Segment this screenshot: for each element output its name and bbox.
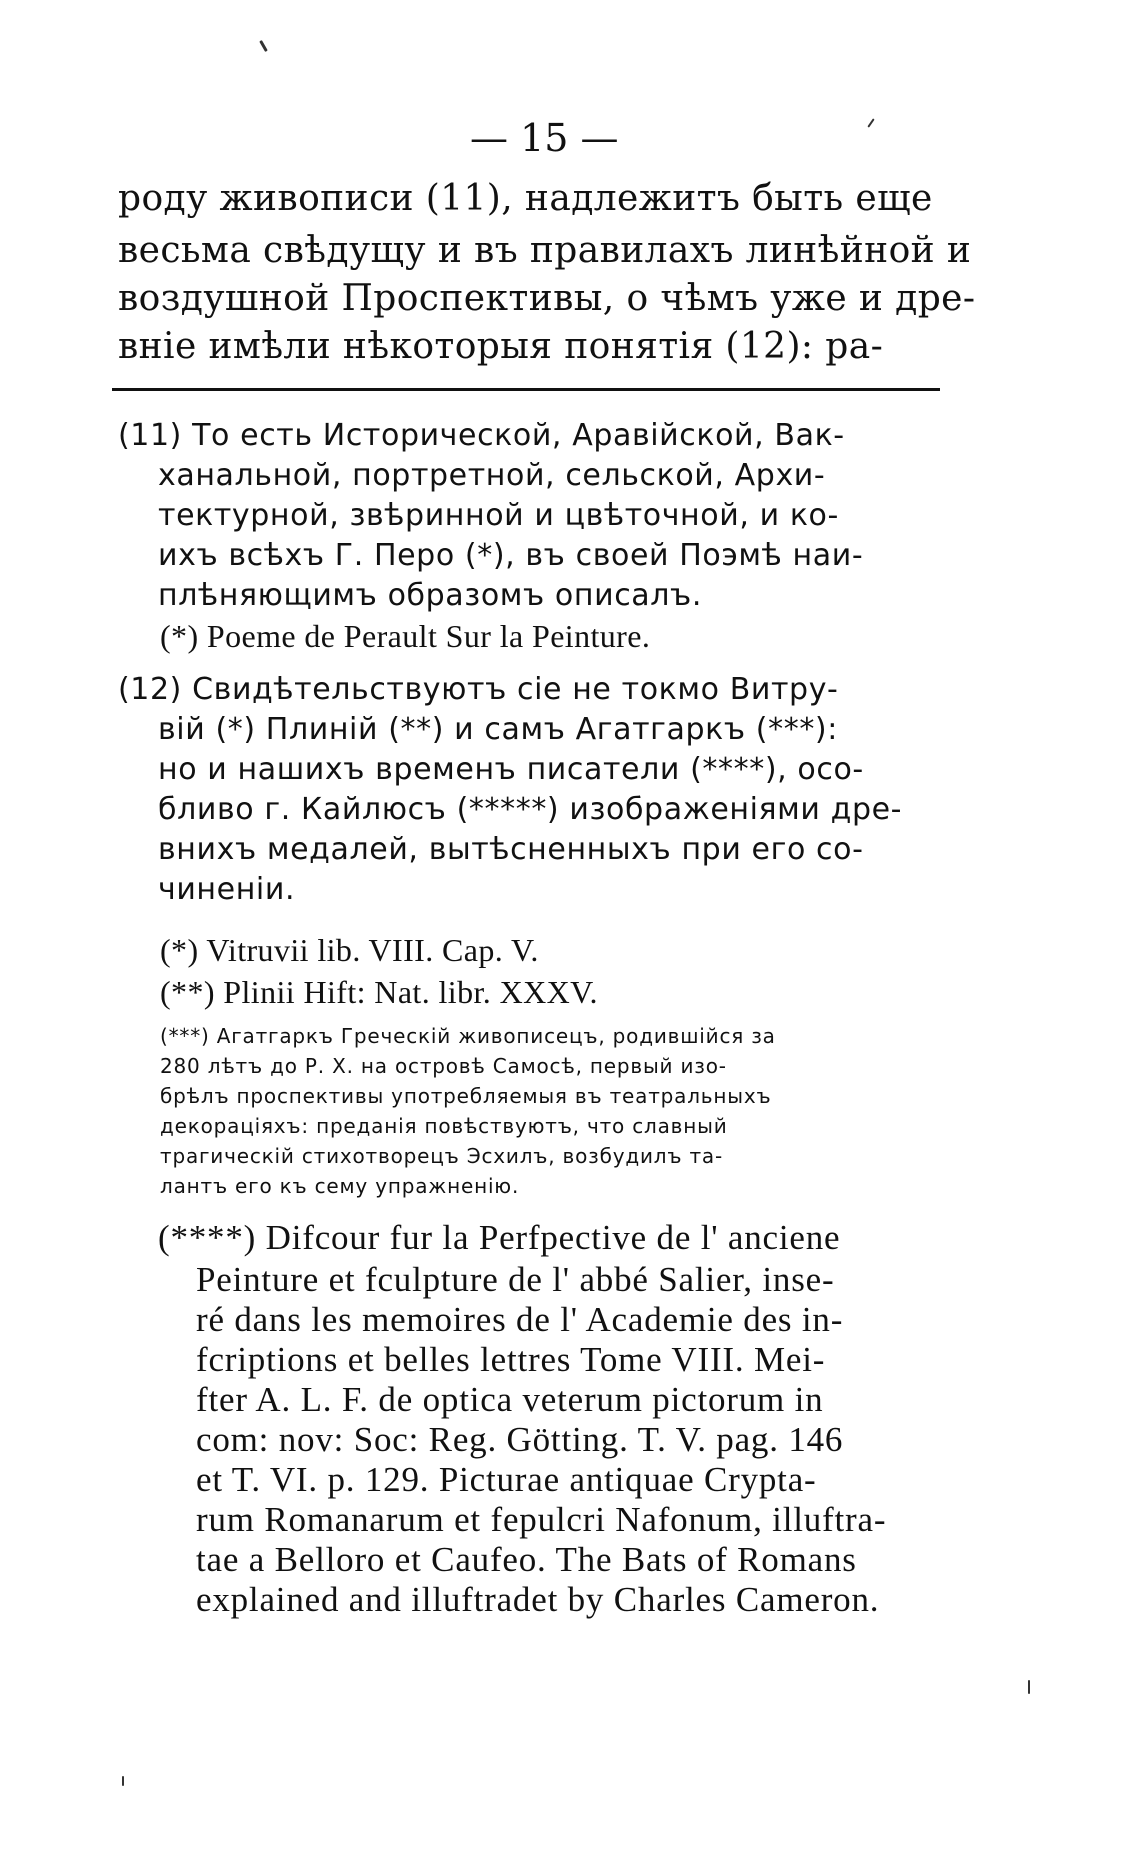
print-speck <box>259 40 268 52</box>
footnote-12-small-line: трагическій стихотворецъ Эсхилъ, возбудилъ та- <box>160 1144 723 1168</box>
footnote-12-latin-line: rum Romanarum et fepulcri Nafonum, illuftra- <box>196 1500 887 1539</box>
footnote-12-small-line: (***) Агатгаркъ Греческій живописецъ, родившійся за <box>160 1024 776 1048</box>
footnote-12-subnote: (*) Vitruvii lib. VIII. Cap. V. <box>160 932 539 968</box>
footnote-12-line: (12) Свидѣтельствуютъ сіе не токмо Витру- <box>118 672 839 707</box>
footnote-11-line: ихъ всѣхъ Г. Перо (*), въ своей Поэмѣ наи- <box>158 538 864 573</box>
print-speck <box>1028 1680 1030 1694</box>
footnote-12-latin-line: fter A. L. F. de optica veterum pictorum in <box>196 1380 824 1419</box>
page-number: — 15 — <box>470 116 619 160</box>
body-line: весьма свѣдущу и въ правилахъ линѣйной и <box>118 230 972 271</box>
footnote-12-latin-line: et T. VI. p. 129. Picturae antiquae Crypta- <box>196 1460 817 1499</box>
footnote-12-small-line: брѣлъ проспективы употребляемыя въ театральныхъ <box>160 1084 772 1108</box>
footnote-11-line: (11) То есть Исторической, Аравійской, Вак- <box>118 418 845 453</box>
footnote-12-small-line: декораціяхъ: преданія повѣствуютъ, что славный <box>160 1114 728 1138</box>
footnote-12-line: внихъ медалей, вытѣсненныхъ при его со- <box>158 832 864 867</box>
footnote-separator <box>112 388 940 391</box>
footnote-12-line: вій (*) Плиній (**) и самъ Агатгаркъ (***): <box>158 712 838 747</box>
body-line: вніе имѣли нѣкоторыя понятія (12): ра- <box>118 326 884 367</box>
footnote-11-line: ханальной, портретной, сельской, Архи- <box>158 458 826 493</box>
footnote-12-line: чиненіи. <box>158 872 296 907</box>
body-line: роду живописи (11), надлежитъ быть еще <box>118 178 933 219</box>
footnote-12-line: но и нашихъ временъ писатели (****), осо- <box>158 752 864 787</box>
footnote-12-subnote: (**) Plinii Hift: Nat. libr. XXXV. <box>160 974 598 1010</box>
footnote-12-latin-line: (****) Difcour fur la Perfpective de l' anciene <box>158 1218 841 1257</box>
footnote-12-latin-line: fcriptions et belles lettres Tome VIII. Mei- <box>196 1340 826 1379</box>
footnote-12-latin-line: ré dans les memoires de l' Academie des in- <box>196 1300 844 1339</box>
footnote-12-small-line: 280 лѣтъ до Р. Х. на островѣ Самосѣ, первый изо- <box>160 1054 727 1078</box>
footnote-12-latin-line: tae a Belloro et Caufeo. The Bats of Romans <box>196 1540 857 1579</box>
footnote-11-subnote: (*) Poeme de Perault Sur la Peinture. <box>160 618 651 654</box>
footnote-12-latin-line: com: nov: Soc: Reg. Götting. T. V. pag. 146 <box>196 1420 844 1459</box>
footnote-12-latin-line: explained and illuftradet by Charles Cameron. <box>196 1580 880 1619</box>
footnote-12-small-line: лантъ его къ сему упражненію. <box>160 1174 520 1198</box>
footnote-12-latin-line: Peinture et fculpture de l' abbé Salier, inse- <box>196 1260 835 1299</box>
footnote-11-line: плѣняющимъ образомъ описалъ. <box>158 578 702 613</box>
print-speck <box>122 1776 124 1786</box>
footnote-11-line: тектурной, звѣринной и цвѣточной, и ко- <box>158 498 839 533</box>
footnote-12-line: бливо г. Кайлюсъ (*****) изображеніями дре- <box>158 792 903 827</box>
print-speck <box>867 118 874 127</box>
body-line: воздушной Проспективы, о чѣмъ уже и дре- <box>118 278 976 319</box>
